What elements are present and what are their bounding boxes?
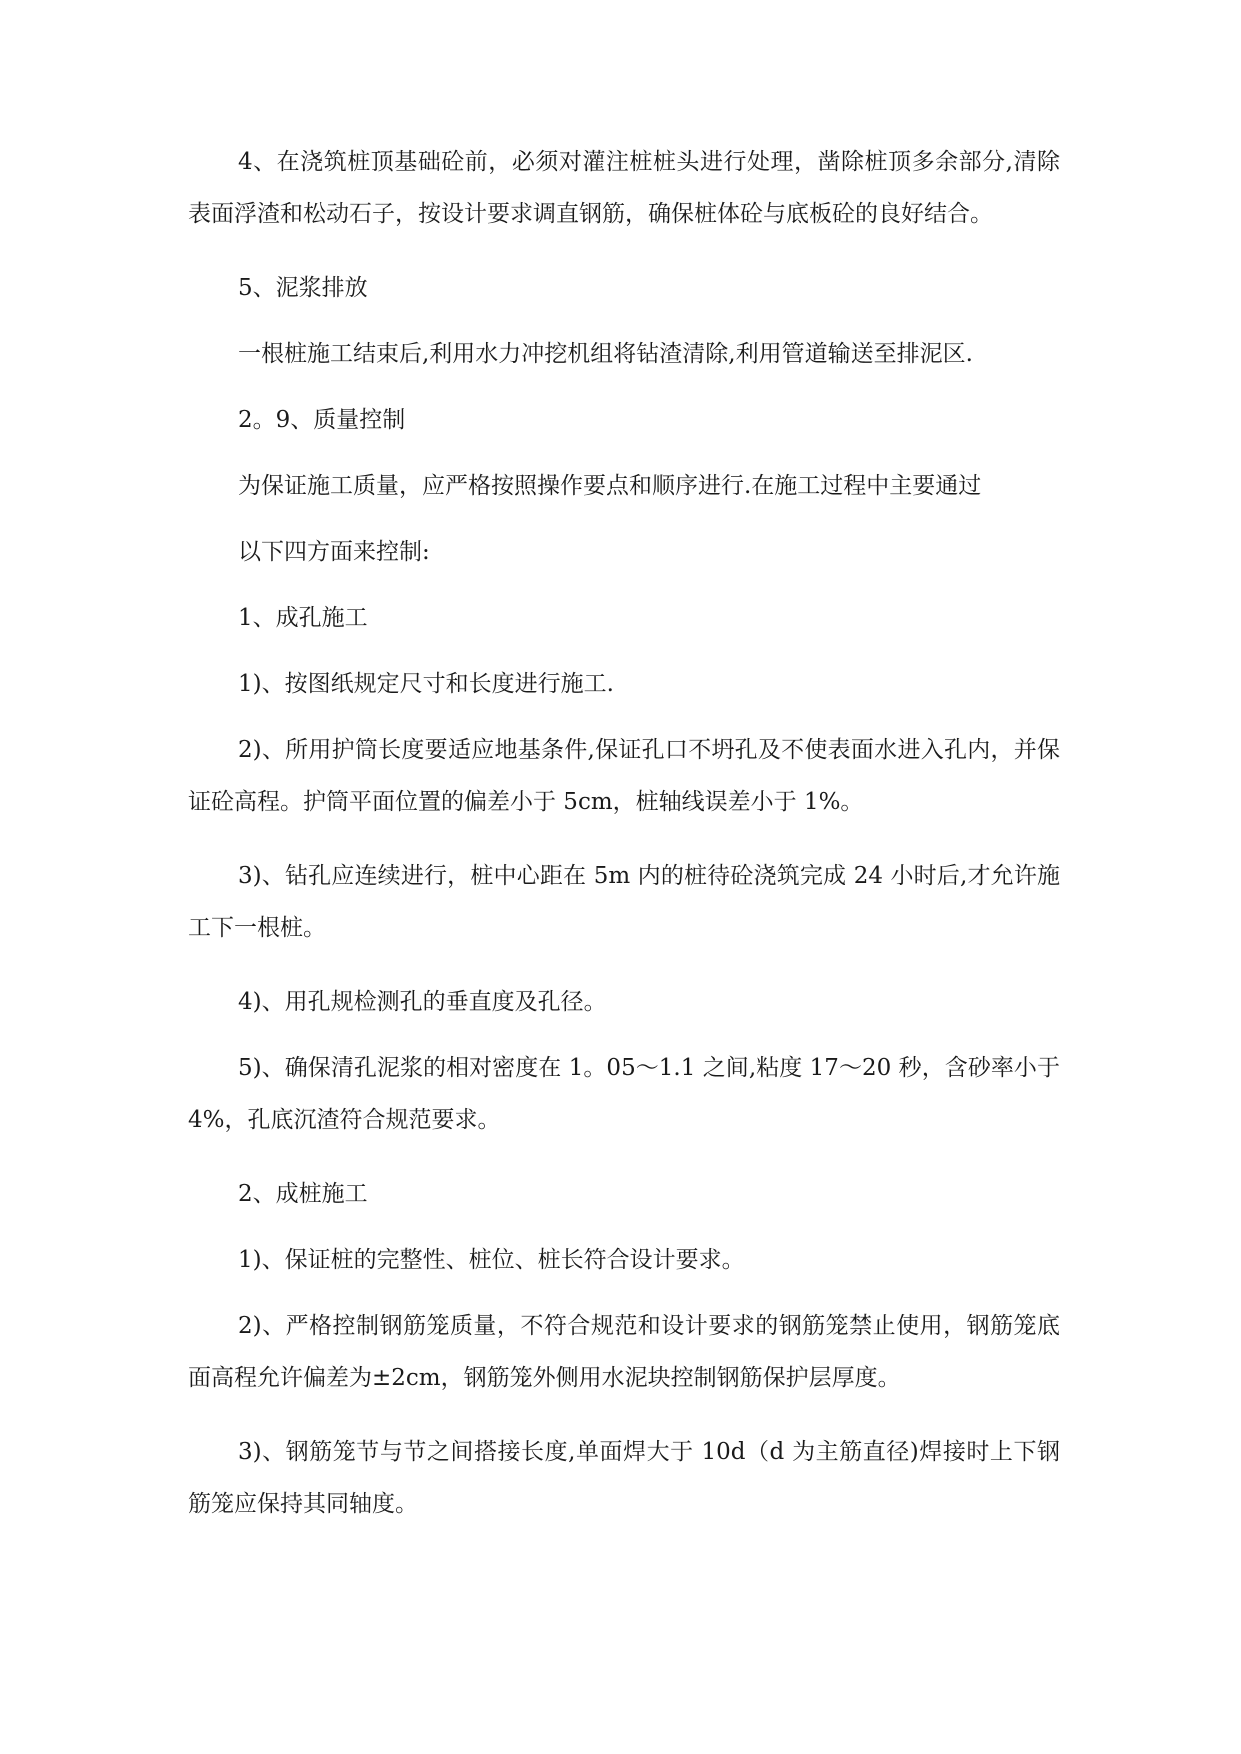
list-item-pile-3: 3)、钢筋笼节与节之间搭接长度,单面焊大于 10d（d 为主筋直径)焊接时上下钢筋笼应保持其同轴度。 — [188, 1439, 1060, 1517]
heading-mud-discharge: 5、泥浆排放 — [238, 275, 368, 301]
list-item-hole-1: 1)、按图纸规定尺寸和长度进行施工. — [238, 671, 614, 697]
list-item-pile-2: 2)、严格控制钢筋笼质量，不符合规范和设计要求的钢筋笼禁止使用，钢筋笼底面高程允许偏差为±2cm，钢筋笼外侧用水泥块控制钢筋保护层厚度。 — [188, 1313, 1060, 1391]
list-item-hole-3: 3)、钻孔应连续进行，桩中心距在 5m 内的桩待砼浇筑完成 24 小时后,才允许施工下一根桩。 — [188, 863, 1060, 941]
paragraph-pile-head-treatment: 4、在浇筑桩顶基础砼前，必须对灌注桩桩头进行处理，凿除桩顶多余部分,清除表面浮渣和松动石子，按设计要求调直钢筋，确保桩体砼与底板砼的良好结合。 — [188, 149, 1060, 227]
paragraph-quality-intro-continued: 以下四方面来控制: — [238, 539, 430, 565]
list-item-pile-1: 1)、保证桩的完整性、桩位、桩长符合设计要求。 — [238, 1247, 745, 1273]
document-body — [188, 136, 1060, 1530]
paragraph-mud-discharge: 一根桩施工结束后,利用水力冲挖机组将钻渣清除,利用管道输送至排泥区. — [238, 341, 973, 367]
heading-hole-forming: 1、成孔施工 — [238, 605, 368, 631]
heading-pile-forming: 2、成桩施工 — [238, 1181, 368, 1207]
list-item-hole-4: 4)、用孔规检测孔的垂直度及孔径。 — [238, 989, 607, 1015]
heading-quality-control: 2。9、质量控制 — [238, 407, 406, 433]
list-item-hole-5: 5)、确保清孔泥浆的相对密度在 1。05～1.1 之间,粘度 17～20 秒，含砂率小于 4%，孔底沉渣符合规范要求。 — [188, 1055, 1060, 1133]
list-item-hole-2: 2)、所用护筒长度要适应地基条件,保证孔口不坍孔及不使表面水进入孔内，并保证砼高程。护筒平面位置的偏差小于 5cm，桩轴线误差小于 1%。 — [188, 737, 1060, 815]
paragraph-quality-intro: 为保证施工质量，应严格按照操作要点和顺序进行.在施工过程中主要通过 — [238, 473, 982, 499]
